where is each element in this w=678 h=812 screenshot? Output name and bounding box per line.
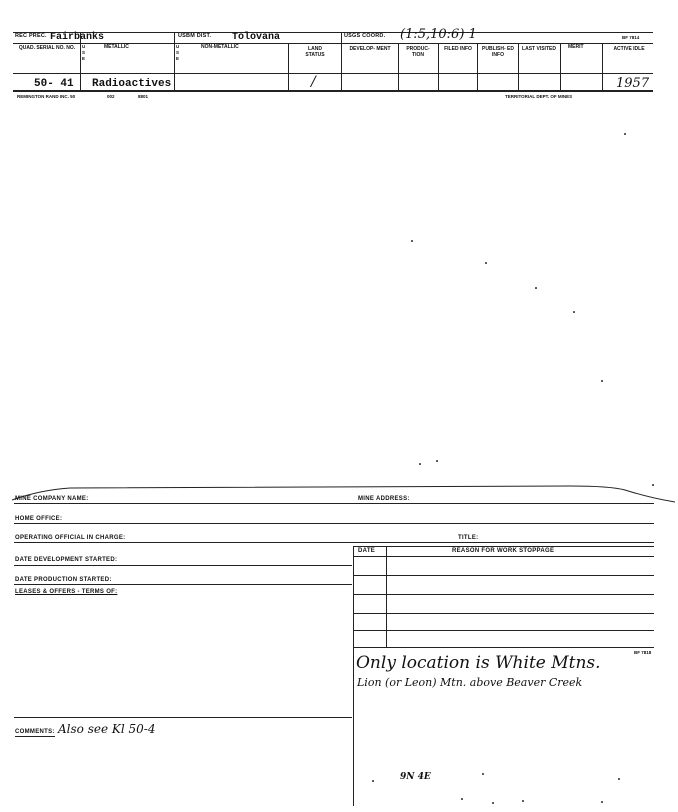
usgs-coord-value: (1:5,10:6) 1 (400, 27, 477, 42)
col-filed-info: FILED INFO (444, 46, 472, 52)
col-development: DEVELOP- MENT (349, 46, 391, 52)
col-active-idle: ACTIVE IDLE (613, 46, 645, 52)
date-development-label: DATE DEVELOPMENT STARTED: (15, 557, 118, 563)
home-office-label: HOME OFFICE: (15, 516, 63, 522)
row-metallic: Radioactives (92, 78, 172, 90)
leases-offers-label: LEASES & OFFERS - TERMS OF: (15, 589, 118, 595)
title-label: TITLE: (458, 535, 479, 541)
imprint-code-2: 8801 (138, 94, 149, 99)
date-production-label: DATE PRODUCTION STARTED: (15, 577, 112, 583)
form-number: BF 7814 (622, 35, 640, 40)
col-last-visited: LAST VISITED (522, 46, 556, 52)
form-number-2: BF 7818 (634, 650, 652, 655)
note-line-1: Only location is White Mtns. (356, 653, 601, 673)
reason-column-header: REASON FOR WORK STOPPAGE (452, 548, 555, 554)
printer-imprint: REMINGTON RAND INC. 50 (17, 94, 76, 99)
col-quad-serial: QUAD. SERIAL NO. NO. (18, 45, 76, 51)
scribble-note: 9N 4E (400, 772, 431, 782)
col-land-status: LAND STATUS (305, 46, 325, 58)
usbm-dist-label: USBM DIST. (178, 33, 212, 39)
row-active-idle: 1957 (616, 76, 650, 91)
col-merit: MERIT (568, 44, 584, 50)
imprint-code-1: 002 (107, 94, 115, 99)
comments-label: COMMENTS: (15, 729, 55, 735)
rec-prec-value: Fairbanks (50, 32, 105, 43)
col-non-metallic: NON-METALLIC (201, 44, 239, 50)
date-column-header: DATE (358, 548, 376, 554)
mine-company-name-label: MINE COMPANY NAME: (15, 496, 89, 502)
col-metallic: METALLIC (104, 44, 129, 50)
col-production: PRODUC- TION (406, 46, 430, 58)
use-marker-1: U S E (82, 44, 86, 61)
row-land-status: / (311, 74, 316, 90)
use-marker-2: U S E (176, 44, 180, 61)
mine-address-label: MINE ADDRESS: (358, 496, 410, 502)
usbm-dist-value: Tolovana (232, 32, 281, 43)
row-quad-serial: 50- 41 (34, 78, 74, 90)
note-line-2: Lion (or Leon) Mtn. above Beaver Creek (357, 676, 583, 689)
usgs-coord-label: USGS COORD. (344, 33, 386, 39)
department-imprint: TERRITORIAL DEPT. OF MINES (505, 94, 573, 99)
col-published-info: PUBLISH- ED INFO (482, 46, 514, 58)
rec-prec-label: REC PREC. (15, 33, 47, 39)
operating-official-label: OPERATING OFFICIAL IN CHARGE: (15, 535, 126, 541)
comments-value: Also see Kl 50-4 (58, 722, 156, 736)
